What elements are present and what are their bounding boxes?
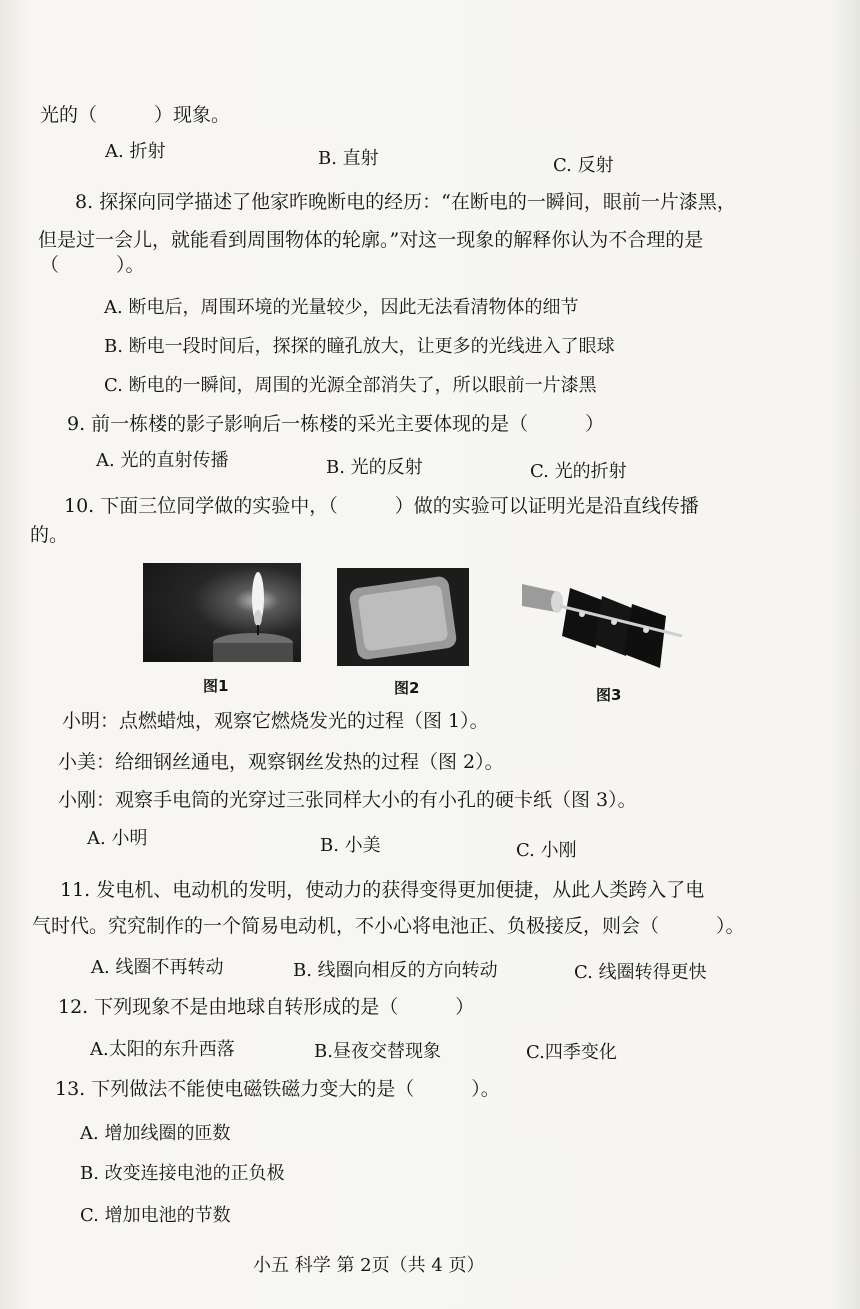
figure-3-label: 图3 [596,686,622,704]
q10-option-a: A. 小明 [87,828,148,849]
q9-option-b: B. 光的反射 [326,457,423,478]
q12-option-b: B.昼夜交替现象 [314,1041,441,1062]
q13-option-c: C. 增加电池的节数 [80,1205,231,1226]
q7-tail: 光的（ ）现象。 [40,104,231,126]
xiaomei-line: 小美：给细钢丝通电，观察钢丝发热的过程（图 2）。 [58,751,504,773]
figure-2-label: 图2 [394,679,420,697]
wire-photo [337,568,469,666]
q11-option-b: B. 线圈向相反的方向转动 [293,960,498,981]
q11-option-a: A. 线圈不再转动 [91,957,224,978]
q11-line-2: 气时代。究究制作的一个简易电动机，不小心将电池正、负极接反，则会（ ）。 [32,915,745,937]
q12-option-a: A.太阳的东升西落 [90,1039,235,1060]
q8-option-b: B. 断电一段时间后，探探的瞳孔放大，让更多的光线进入了眼球 [104,336,615,357]
candle-photo [143,563,301,662]
q8-line-1: 8. 探探向同学描述了他家昨晚断电的经历：“在断电的一瞬间，眼前一片漆黑， [75,191,736,213]
q11-option-c: C. 线圈转得更快 [574,962,707,983]
q8-option-a: A. 断电后，周围环境的光量较少，因此无法看清物体的细节 [104,297,579,318]
q10-option-b: B. 小美 [320,835,381,856]
q7-option-c: C. 反射 [553,155,614,176]
q9-stem: 9. 前一栋楼的影子影响后一栋楼的采光主要体现的是（ ） [67,413,605,435]
q13-option-b: B. 改变连接电池的正负极 [80,1163,285,1184]
q12-option-c: C.四季变化 [526,1042,617,1063]
q8-line-3: （ ）。 [40,254,145,276]
xiaoming-line: 小明：点燃蜡烛，观察它燃烧发光的过程（图 1）。 [62,710,489,732]
q11-line-1: 11. 发电机、电动机的发明，使动力的获得变得更加便捷，从此人类跨入了电 [60,879,705,901]
flashlight-cards-photo [520,570,690,675]
figure-1-label: 图1 [203,677,229,695]
q9-option-c: C. 光的折射 [530,461,627,482]
page-footer: 小五 科学 第 2页（共 4 页） [253,1255,485,1276]
q8-line-2: 但是过一会儿，就能看到周围物体的轮廓。”对这一现象的解释你认为不合理的是 [38,229,704,251]
xiaogang-line: 小刚：观察手电筒的光穿过三张同样大小的有小孔的硬卡纸（图 3）。 [58,789,637,811]
q13-option-a: A. 增加线圈的匝数 [80,1123,231,1144]
q7-option-a: A. 折射 [105,141,166,162]
q7-option-b: B. 直射 [318,148,379,169]
q13-stem: 13. 下列做法不能使电磁铁磁力变大的是（ ）。 [55,1078,500,1100]
q10-option-c: C. 小刚 [516,840,577,861]
q10-line-1: 10. 下面三位同学做的实验中，（ ）做的实验可以证明光是沿直线传播 [64,495,699,517]
q12-stem: 12. 下列现象不是由地球自转形成的是（ ） [58,996,475,1018]
q10-line-2: 的。 [30,524,69,546]
q8-option-c: C. 断电的一瞬间，周围的光源全部消失了，所以眼前一片漆黑 [104,375,597,396]
q9-option-a: A. 光的直射传播 [96,450,229,471]
